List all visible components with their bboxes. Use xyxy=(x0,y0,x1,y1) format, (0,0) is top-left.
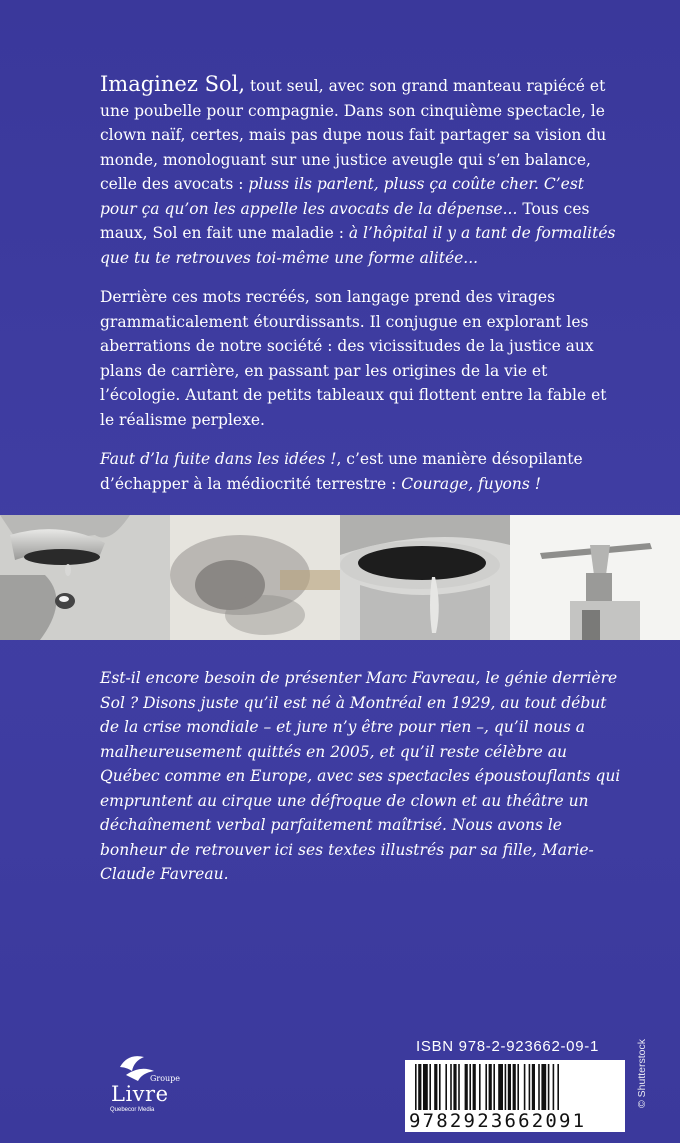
text-run: tout seul, avec son grand manteau rapiécé et une poubelle pour compagnie. Dans son cinquième spectacle, le clown naïf, certes, mais pas dupe nous fait partager sa vision du monde, monologuant sur une justice aveugle qui s’en balance, celle des avocats : xyxy=(100,77,607,193)
barcode-bar xyxy=(458,1064,460,1110)
barcode-bar xyxy=(557,1064,559,1110)
author-blurb: Est-il encore besoin de présenter Marc Favreau, le génie derrière Sol ? Disons juste qu’il est né à Montréal en 1929, au tout début de la crise mondiale – et jure n’y être pour rien –, qu’il nous a malheureusement quittés en 2005, et qu’il reste célèbre au Québec comme en Europe, avec ses spectacles époustouflants qui empruntent au cirque une défroque de clown et au théâtre un déchaînement verbal parfaitement maîtrisé. Nous avons le bonheur de retrouver ici ses textes illustrés par sa fille, Marie-Claude Favreau. xyxy=(100,669,621,883)
barcode-bar xyxy=(450,1064,452,1110)
faucet-closeup-photo xyxy=(340,515,510,640)
italic-run: à l’hôpital il y a tant de formalités que tu te retrouves toi-même une forme alitée... xyxy=(100,224,616,267)
barcode-bar xyxy=(479,1064,481,1110)
paragraph-1 xyxy=(100,72,620,270)
barcode-bar xyxy=(465,1064,468,1110)
barcode-bar xyxy=(517,1064,519,1110)
barcode-bar xyxy=(473,1064,476,1110)
barcode-bar xyxy=(541,1064,546,1110)
barcode-bar xyxy=(498,1064,503,1110)
logo-groupe-text: Groupe xyxy=(150,1074,181,1083)
barcode-bar xyxy=(493,1064,495,1110)
barcode-bar xyxy=(532,1064,535,1110)
barcode-bar xyxy=(513,1064,516,1110)
faucet-drip-photo xyxy=(0,515,170,640)
barcode-bar xyxy=(423,1064,428,1110)
barcode-bar xyxy=(453,1064,456,1110)
italic-run: Courage, fuyons ! xyxy=(401,474,541,493)
text-run: , c’est une manière désopilante d’échapper à la médiocrité terrestre : xyxy=(100,450,583,493)
italic-run: Faut d’la fuite dans les idées ! xyxy=(100,450,337,468)
barcode-bar xyxy=(505,1064,507,1110)
italic-run: pluss ils parlent, pluss ça coûte cher. C’est pour ça qu’on les appelle les avocats de la dépense... xyxy=(100,175,585,218)
paragraph-2: Derrière ces mots recréés, son langage prend des virages grammaticalement étourdissants. Il conjugue en explorant les aberrations de notre société : des vicissitudes de la justice aux plans de carrière, en passant par les origines de la vie et l’écologie. Autant de petits tableaux qui flottent entre la fable et le réalisme perplexe. xyxy=(100,288,607,429)
logo-livre-text: Livre xyxy=(111,1082,169,1106)
barcode-bar xyxy=(508,1064,511,1110)
barcode xyxy=(405,1060,625,1132)
blurred-faucet-photo xyxy=(170,515,340,640)
barcode-bar xyxy=(439,1064,441,1110)
barcode-bar xyxy=(485,1064,487,1110)
barcode-bar xyxy=(524,1064,526,1110)
isbn-label: ISBN 978-2-923662-09-1 xyxy=(416,1038,600,1055)
photo-credit: © Shutterstock xyxy=(636,1038,648,1108)
faucet-photo-strip xyxy=(0,515,680,640)
barcode-bar xyxy=(445,1064,447,1110)
barcode-bar xyxy=(538,1064,540,1110)
barcode-bar xyxy=(434,1064,437,1110)
lead-in: Imaginez Sol, xyxy=(100,72,246,96)
barcode-bar xyxy=(553,1064,555,1110)
barcode-bar xyxy=(489,1064,492,1110)
barcode-bars xyxy=(413,1064,617,1110)
barcode-bar xyxy=(529,1064,531,1110)
barcode-bar xyxy=(415,1064,417,1110)
logo-subtitle: Quebecor Media xyxy=(110,1107,155,1113)
paragraph-3 xyxy=(100,447,620,496)
barcode-digits: 9782923662091 xyxy=(409,1110,587,1132)
cross-handle-faucet-photo xyxy=(510,515,680,640)
barcode-bar xyxy=(429,1064,431,1110)
text-run: Tous ces maux, Sol en fait une maladie : xyxy=(100,199,590,242)
barcode-bar xyxy=(548,1064,550,1110)
barcode-bar xyxy=(469,1064,471,1110)
blurb-top xyxy=(100,72,620,511)
barcode-bar xyxy=(418,1064,421,1110)
